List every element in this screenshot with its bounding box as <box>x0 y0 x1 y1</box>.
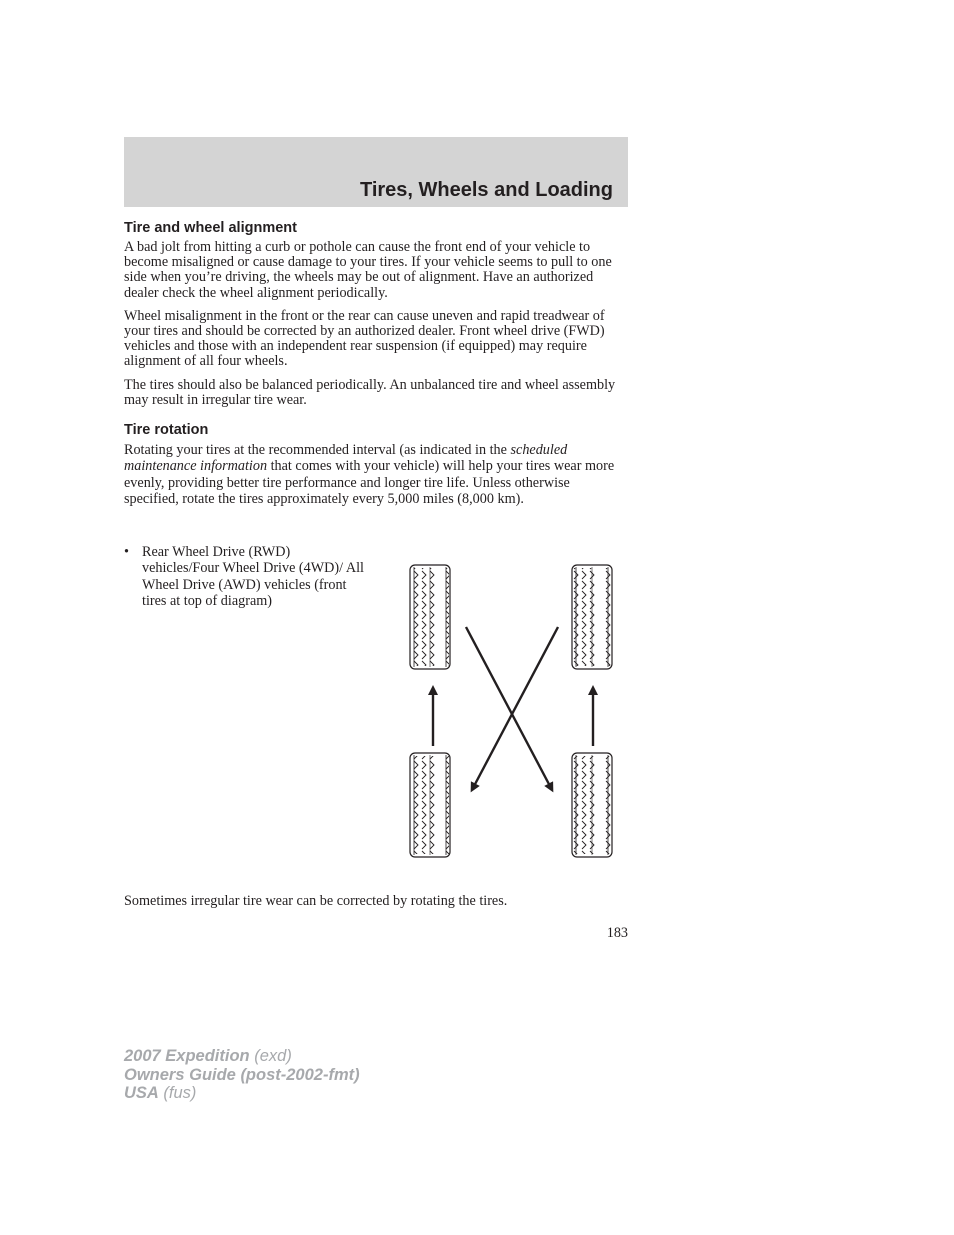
arrow-front-right-to-rear-left <box>473 627 558 788</box>
heading-tire-wheel-alignment: Tire and wheel alignment <box>124 220 297 236</box>
footer-line-1 <box>124 1047 360 1066</box>
footer-market-code: (fus) <box>158 1084 197 1102</box>
tire-rear-left <box>410 753 450 857</box>
rotation-closing-text: Sometimes irregular tire wear can be corrected by rotating the tires. <box>124 893 508 909</box>
rotation-intro-end: that comes with your vehicle) will help your tires wear more evenly, providing better tire performance and longer tire life. Unless otherwise specified, rotate the tires approximately every 5,000 miles (8,000 km). <box>124 458 615 507</box>
tire-front-left <box>410 565 450 669</box>
footer-market: USA <box>124 1084 159 1102</box>
footer-model-code: (exd) <box>249 1047 292 1065</box>
alignment-paragraph-2: Wheel misalignment in the front or the rear can cause uneven and rapid treadwear of your tires and should be corrected by an authorized dealer. Front wheel drive (FWD) vehicles and those with an independent rear suspension (if equipped) may require alignment of all four wheels. <box>124 307 605 370</box>
header-band <box>124 137 628 207</box>
rotation-intro-paragraph <box>124 442 628 507</box>
footer-line-3 <box>124 1084 360 1103</box>
main-content <box>124 220 628 515</box>
footer-model: 2007 Expedition <box>124 1047 250 1065</box>
tire-rear-right <box>572 753 612 857</box>
heading-tire-rotation: Tire rotation <box>124 422 209 439</box>
tire-front-right <box>572 565 612 669</box>
alignment-paragraph-3: The tires should also be balanced periodically. An unbalanced tire and wheel assembly may result in irregular tire wear. <box>124 376 616 408</box>
page-section-title: Tires, Wheels and Loading <box>359 179 613 201</box>
footer-line-2: Owners Guide (post-2002-fmt) <box>124 1065 360 1084</box>
rotation-intro-emphasis: scheduled maintenance information <box>124 442 568 475</box>
page-number: 183 <box>606 925 628 941</box>
arrow-front-left-to-rear-right <box>466 627 551 788</box>
rotation-bullet-text: Rear Wheel Drive (RWD) vehicles/Four Wheel Drive (4WD)/ All Wheel Drive (AWD) vehicles (front tires at top of diagram) <box>142 544 364 609</box>
tire-rotation-diagram <box>400 560 620 865</box>
rotation-bullet-item <box>124 544 364 609</box>
document-footer <box>124 1047 360 1103</box>
bullet-marker: • <box>124 544 129 560</box>
rotation-intro-start: Rotating your tires at the recommended interval (as indicated in the <box>124 442 511 459</box>
alignment-paragraph-1: A bad jolt from hitting a curb or pothole can cause the front end of your vehicle to become misaligned or cause damage to your tires. If your vehicle seems to pull to one side when you’re driving, the wheels may be out of alignment. Have an authorized dealer check the wheel alignment periodically. <box>124 239 612 301</box>
